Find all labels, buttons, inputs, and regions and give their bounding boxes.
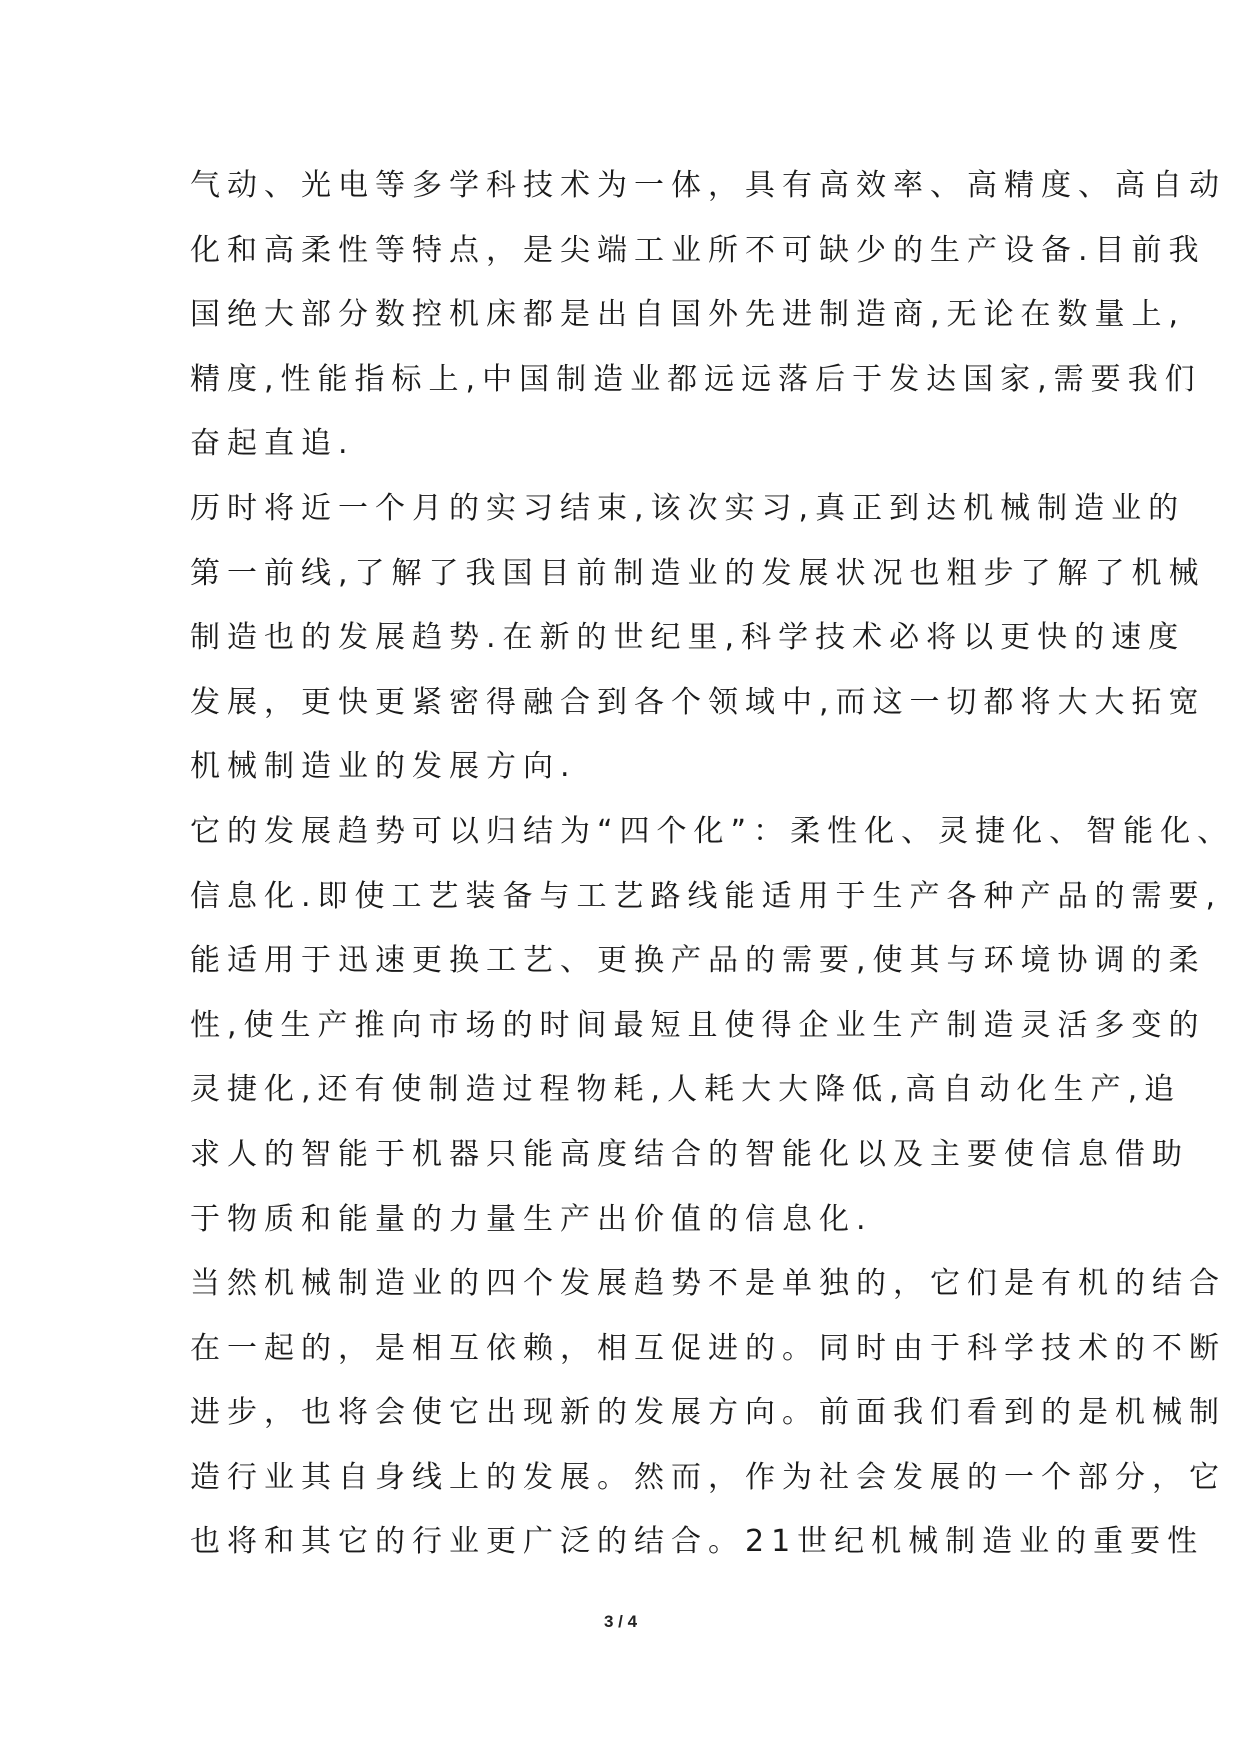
text-line: 它的发展趋势可以归结为“四个化”：柔性化、灵捷化、智能化、 [190,813,1235,849]
text-line: 第一前线,了解了我国目前制造业的发展状况也粗步了解了机械 [190,555,1206,591]
text-line: 制造也的发展趋势.在新的世纪里,科学技术必将以更快的速度 [190,620,1186,656]
text-line: 进步，也将会使它出现新的发展方向。前面我们看到的是机械制 [190,1395,1226,1431]
text-line: 造行业其自身线上的发展。然而，作为社会发展的一个部分，它 [190,1459,1226,1495]
text-line: 在一起的，是相互依赖，相互促进的。同时由于科学技术的不断 [190,1330,1226,1366]
text-line: 发展，更快更紧密得融合到各个领域中,而这一切都将大大拓宽 [190,684,1206,720]
text-line: 当然机械制造业的四个发展趋势不是单独的，它们是有机的结合 [190,1266,1226,1302]
text-line: 国绝大部分数控机床都是出自国外先进制造商,无论在数量上, [190,297,1186,333]
page-number: 3 / 4 [603,1612,638,1631]
text-line: 化和高柔性等特点，是尖端工业所不可缺少的生产设备.目前我 [190,232,1206,268]
text-line: 能适用于迅速更换工艺、更换产品的需要,使其与环境协调的柔 [190,943,1206,979]
text-line: 信息化.即使工艺装备与工艺路线能适用于生产各种产品的需要, [190,878,1223,914]
text-line: 历时将近一个月的实习结束,该次实习,真正到达机械制造业的 [190,490,1186,526]
text-line: 于物质和能量的力量生产出价值的信息化. [190,1201,873,1237]
text-line: 也将和其它的行业更广泛的结合。21世纪机械制造业的重要性 [190,1524,1205,1560]
text-line: 性,使生产推向市场的时间最短且使得企业生产制造灵活多变的 [190,1007,1206,1043]
body-text [190,154,1235,1575]
text-line: 灵捷化,还有使制造过程物耗,人耗大大降低,高自动化生产,追 [190,1072,1182,1108]
text-line: 机械制造业的发展方向. [190,749,577,785]
text-line: 精度,性能指标上,中国制造业都远远落后于发达国家,需要我们 [190,361,1202,397]
text-line: 奋起直追. [190,426,355,462]
text-line: 气动、光电等多学科技术为一体，具有高效率、高精度、高自动 [190,168,1226,203]
text-line: 求人的智能于机器只能高度结合的智能化以及主要使信息借助 [190,1136,1189,1172]
